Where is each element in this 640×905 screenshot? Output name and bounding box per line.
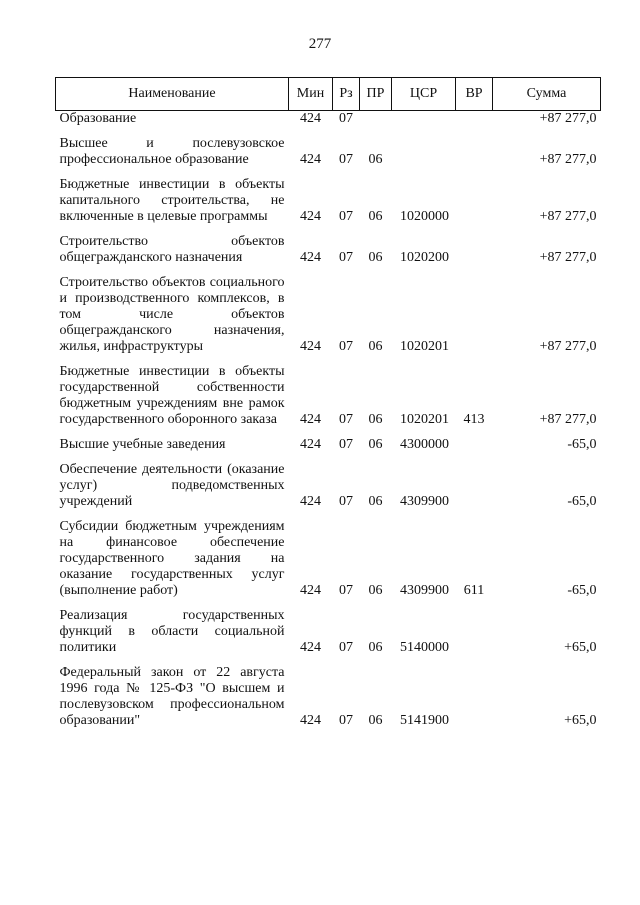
table-row	[56, 519, 601, 608]
row-sum: +87 277,0	[539, 209, 597, 224]
row-name: Строительство объектов общегражданского назначения	[59, 234, 285, 265]
row-rz: 07	[339, 250, 353, 265]
row-vr	[456, 608, 493, 665]
row-rz: 07	[339, 713, 353, 728]
table-row	[56, 177, 601, 234]
column-header-min: Мин	[289, 78, 333, 111]
row-name: Федеральный закон от 22 августа 1996 года № 125-ФЗ "О высшем и послевузовском профессиональном образовании"	[59, 665, 285, 728]
table-header	[56, 78, 601, 111]
table-row	[56, 275, 601, 364]
row-rz: 07	[339, 209, 353, 224]
row-csr: 1020000	[400, 209, 449, 224]
row-name: Реализация государственных функций в области социальной политики	[59, 608, 285, 655]
row-csr: 4309900	[400, 494, 449, 509]
table-row	[56, 665, 601, 738]
row-name: Обеспечение деятельности (оказание услуг) подведомственных учреждений	[59, 462, 285, 509]
row-sum: +87 277,0	[539, 111, 597, 126]
table-row	[56, 462, 601, 519]
row-name: Высшее и послевузовское профессиональное образование	[59, 136, 285, 167]
row-pr: 06	[368, 583, 383, 598]
row-name: Образование	[59, 111, 137, 126]
row-pr	[360, 111, 392, 137]
row-vr	[456, 177, 493, 234]
row-sum: +65,0	[564, 713, 597, 728]
row-csr	[392, 136, 456, 177]
row-rz: 07	[339, 339, 353, 354]
row-sum: -65,0	[567, 437, 597, 452]
row-sum: +87 277,0	[539, 152, 597, 167]
row-name: Бюджетные инвестиции в объекты капитального строительства, не включенные в целевые программы	[59, 177, 285, 224]
row-min: 424	[300, 250, 321, 265]
row-min: 424	[300, 412, 321, 427]
row-name: Бюджетные инвестиции в объекты государственной собственности бюджетным учреждениям вне рамок государственного оборонного заказа	[59, 364, 285, 427]
row-name: Строительство объектов социального и производственного комплексов, в том числе объектов общегражданского назначения, жилья, инфраструктуры	[59, 275, 285, 354]
row-csr: 5140000	[400, 640, 449, 655]
row-vr: 611	[463, 583, 485, 598]
row-pr: 06	[368, 152, 383, 167]
row-csr: 4300000	[400, 437, 449, 452]
row-name: Субсидии бюджетным учреждениям на финансовое обеспечение государственного задания на оказание государственных услуг (выполнение работ)	[59, 519, 285, 598]
row-vr	[456, 665, 493, 738]
row-min: 424	[300, 339, 321, 354]
row-rz: 07	[339, 412, 353, 427]
row-pr: 06	[368, 713, 383, 728]
row-vr	[456, 275, 493, 364]
row-min: 424	[300, 583, 321, 598]
budget-table	[55, 77, 601, 738]
row-rz: 07	[339, 437, 353, 452]
row-pr: 06	[368, 412, 383, 427]
row-min: 424	[300, 640, 321, 655]
row-rz: 07	[339, 152, 353, 167]
row-pr: 06	[368, 640, 383, 655]
row-csr: 5141900	[400, 713, 449, 728]
row-rz: 07	[339, 111, 353, 126]
row-sum: -65,0	[567, 583, 597, 598]
column-header-sum: Сумма	[493, 78, 601, 111]
row-vr	[456, 462, 493, 519]
table-row	[56, 608, 601, 665]
page-number: 277	[308, 36, 332, 52]
row-pr: 06	[368, 437, 383, 452]
row-min: 424	[300, 209, 321, 224]
table-body	[56, 111, 601, 739]
column-header-vr: ВР	[456, 78, 493, 111]
column-header-csr: ЦСР	[392, 78, 456, 111]
row-rz: 07	[339, 583, 353, 598]
row-pr: 06	[368, 209, 383, 224]
table-row	[56, 136, 601, 177]
row-csr: 1020201	[400, 412, 449, 427]
row-name: Высшие учебные заведения	[59, 437, 226, 452]
table-row	[56, 111, 601, 137]
row-sum: +87 277,0	[539, 412, 597, 427]
row-rz: 07	[339, 494, 353, 509]
table-row	[56, 437, 601, 462]
column-header-name: Наименование	[56, 78, 289, 111]
row-vr	[456, 136, 493, 177]
column-header-rz: Рз	[333, 78, 360, 111]
row-vr	[456, 111, 493, 137]
row-vr: 413	[463, 412, 485, 427]
row-sum: +87 277,0	[539, 339, 597, 354]
row-sum: +87 277,0	[539, 250, 597, 265]
table-row	[56, 364, 601, 437]
row-pr: 06	[368, 339, 383, 354]
row-csr	[392, 111, 456, 137]
row-pr: 06	[368, 494, 383, 509]
row-min: 424	[300, 713, 321, 728]
row-min: 424	[300, 494, 321, 509]
row-pr: 06	[368, 250, 383, 265]
row-min: 424	[300, 152, 321, 167]
row-sum: +65,0	[564, 640, 597, 655]
row-csr: 4309900	[400, 583, 449, 598]
row-csr: 1020201	[400, 339, 449, 354]
row-csr: 1020200	[400, 250, 449, 265]
table-row	[56, 234, 601, 275]
row-vr	[456, 437, 493, 462]
column-header-pr: ПР	[360, 78, 392, 111]
row-rz: 07	[339, 640, 353, 655]
row-min: 424	[300, 437, 321, 452]
row-min: 424	[300, 111, 321, 126]
row-sum: -65,0	[567, 494, 597, 509]
row-vr	[456, 234, 493, 275]
